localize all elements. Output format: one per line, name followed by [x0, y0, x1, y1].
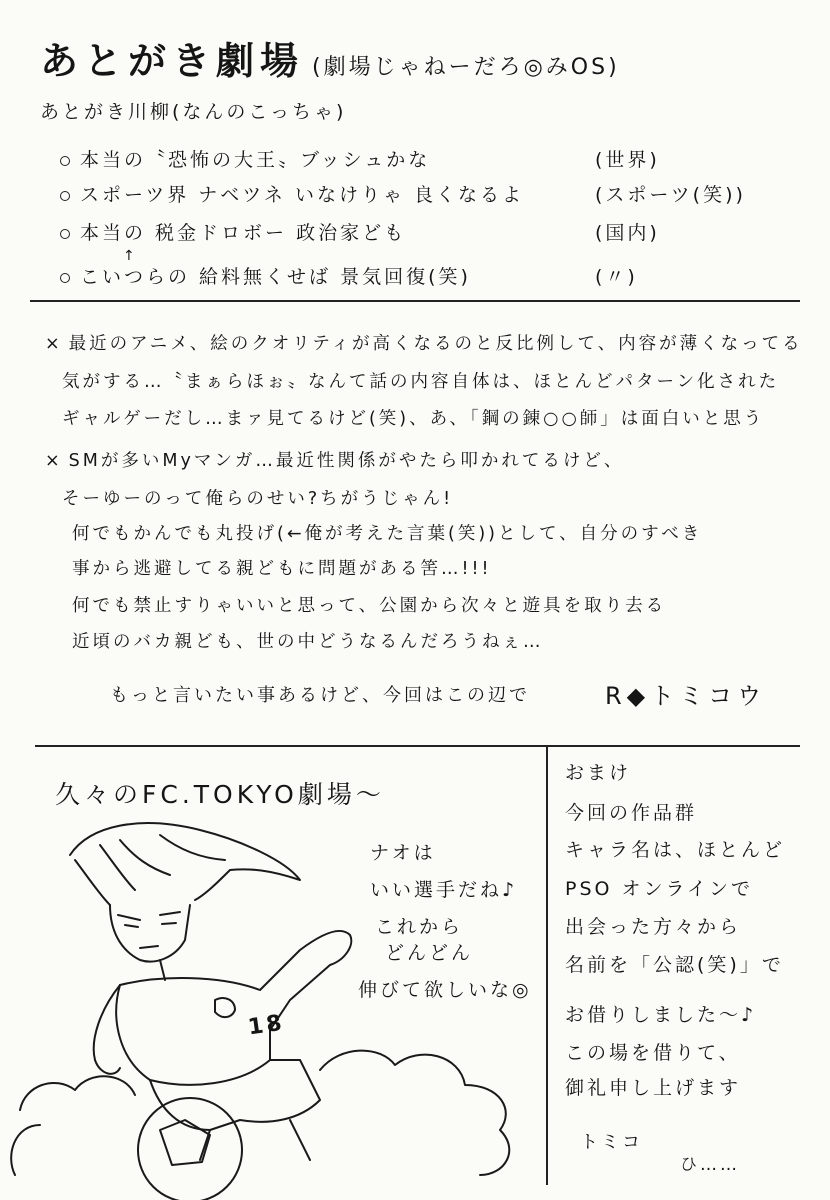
omake-line: 御礼申し上げます [565, 1077, 742, 1099]
omake-line: 出会った方々から [565, 916, 742, 938]
omake-line: PSO オンラインで [565, 878, 753, 900]
closing-remark: もっと言いたい事あるけど、今回はこの辺で [110, 685, 530, 706]
note-text: 何でもかんでも丸投げ(←俺が考えた言葉(笑))として、自分のすべき [72, 524, 703, 544]
note-text: 何でも禁止すりゃいいと思って、公園から次々と遊具を取り去る [72, 596, 667, 616]
omake-sign: トミコ [580, 1132, 643, 1153]
senryu-heading: あとがき川柳(なんのこっちゃ) [40, 101, 347, 123]
speech-line: 伸びて欲しいな◎ [358, 979, 532, 1001]
omake-line: おまけ [565, 762, 632, 784]
note-text: 近頃のバカ親ども、世の中どうなるんだろうねぇ… [72, 632, 544, 652]
page-title-aside: (劇場じゃねーだろ◎みOS) [312, 55, 620, 80]
speech-line: どんどん [385, 942, 474, 964]
note-text: ギャルゲーだし…まァ見てるけど(笑)、あ、「鋼の錬○○師」は面白いと思う [62, 409, 765, 429]
note-text: 気がする…〝まぁらほぉ〟なんて話の内容自体は、ほとんどパターン化された [62, 372, 780, 392]
speech-line: これから [375, 916, 464, 938]
author-signature: R◆トミコウ [605, 682, 767, 710]
senryu-tag: (世界) [595, 149, 660, 171]
senryu-tag: (〃) [595, 266, 638, 288]
senryu-tag: (国内) [595, 222, 660, 244]
senryu-tag: (スポーツ(笑)) [595, 184, 746, 206]
omake-line: 名前を「公認(笑)」で [565, 954, 784, 976]
omake-line: お借りしました〜♪ [565, 1004, 757, 1026]
note-text: 事から逃避してる親どもに問題がある筈…!!! [72, 559, 492, 579]
note-text: そーゆーのって俺らのせい?ちがうじゃん! [62, 489, 454, 509]
omake-line: この場を借りて、 [565, 1042, 741, 1064]
speech-line: いい選手だね♪ [370, 879, 518, 901]
page-title-text: あとがき劇場 [40, 39, 305, 83]
senryu-text: スポーツ界 ナベツネ いなけりゃ 良くなるよ [80, 184, 524, 206]
jersey-number: 18 [246, 1010, 287, 1041]
speech-line: ナオは [370, 842, 436, 864]
omake-line: キャラ名は、ほとんど [565, 839, 786, 861]
insertion-caret-icon: ↑ [123, 248, 135, 264]
cross-mark-icon: × [45, 334, 63, 354]
senryu-text: こいつらの 給料無くせば 景気回復(笑) [80, 266, 471, 288]
senryu-text: 本当の 税金ドロボー 政治家ども [80, 222, 407, 244]
senryu-text: 本当の〝恐怖の大王〟ブッシュかな [80, 149, 431, 171]
omake-line: 今回の作品群 [565, 802, 698, 824]
cross-mark-icon: × [45, 451, 63, 471]
omake-trail: ひ…… [680, 1155, 740, 1175]
fc-section-title: 久々のFC.TOKYO劇場〜 [55, 780, 385, 809]
note-text: 最近のアニメ、絵のクオリティが高くなるのと反比例して、内容が薄くなってる [68, 334, 803, 354]
note-text: SMが多いMyマンガ…最近性関係がやたら叩かれてるけど、 [68, 451, 625, 471]
